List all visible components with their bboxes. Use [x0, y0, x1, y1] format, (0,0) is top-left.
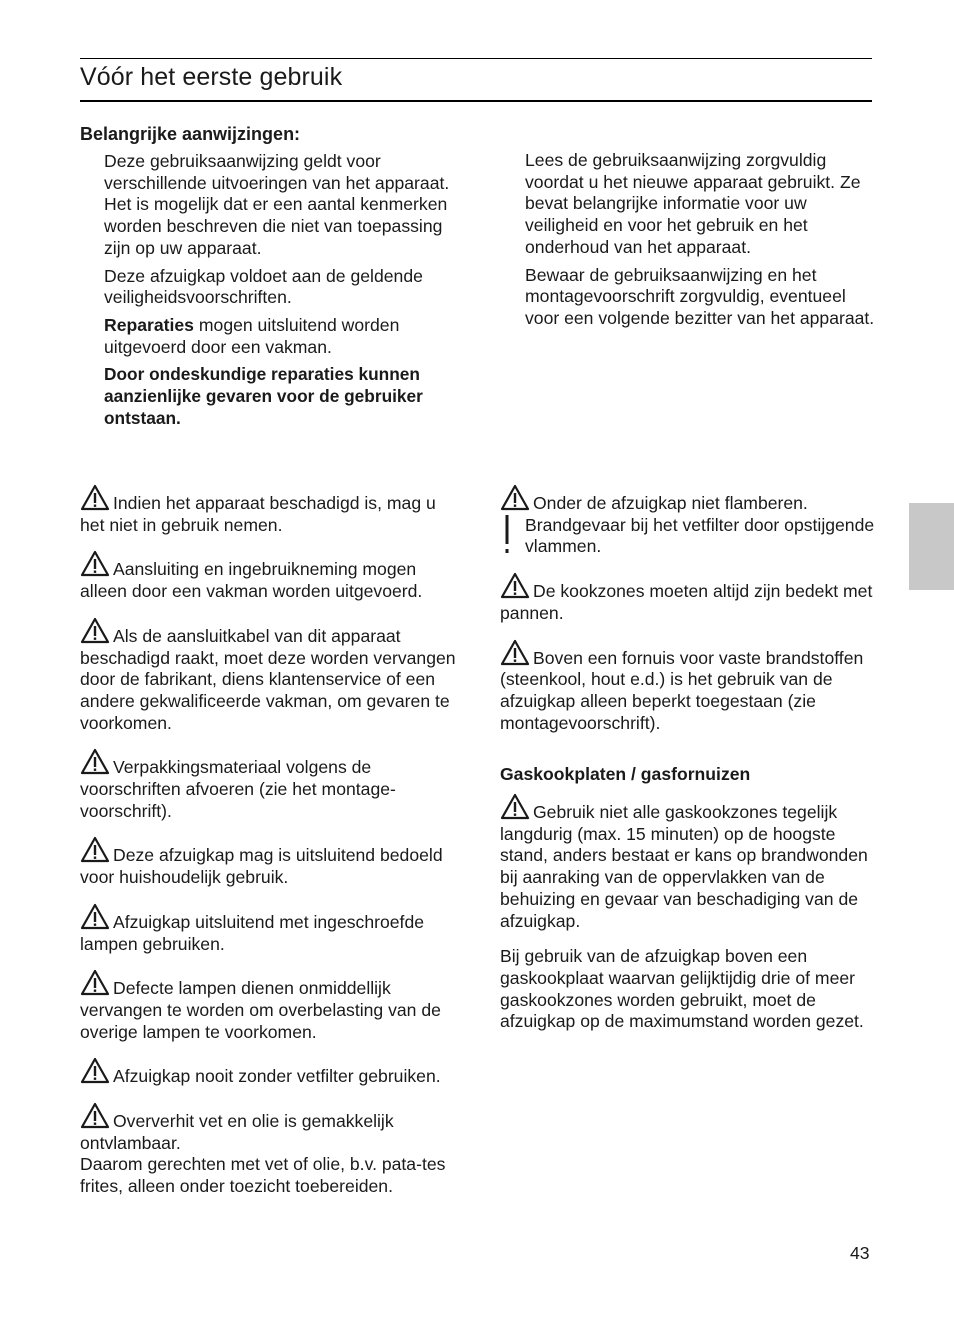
warning-item	[500, 639, 875, 735]
notes-paragraph: Bewaar de gebruiksaanwijzing en het montagevoorschrift zorgvuldig, eventueel voor een volgende bezitter van het apparaat.	[525, 264, 875, 328]
warning-text: De kookzones moeten altijd zijn bedekt met pannen.	[500, 581, 873, 623]
repairs-paragraph	[104, 315, 464, 358]
warning-item	[80, 550, 458, 602]
warning-text: Als de aansluitkabel van dit apparaat beschadigd raakt, moet deze worden vervangen door de fabrikant, diens klantenservice of een andere gekwalificeerde vakman, om gevaren te voorkomen.	[80, 625, 456, 733]
gas-warning	[500, 793, 875, 932]
notes-paragraph: Lees de gebruiksaanwijzing zorgvuldig voordat u het nieuwe apparaat gebruikt. Ze bevat belangrijke informatie voor uw veiligheid en voor het gebruik en het onderhoud van het apparaat.	[525, 150, 861, 257]
notes-paragraph: Deze gebruiksaanwijzing geldt voor verschillende uitvoeringen van het apparaat. Het is mogelijk dat er een aantal kenmerken worden beschreven die niet van toepassing zijn op uw apparaat.	[104, 151, 450, 258]
warning-item	[80, 748, 458, 822]
page-title: Vóór het eerste gebruik	[80, 63, 343, 91]
warning-text: Boven een fornuis voor vaste brandstoffen (steenkool, hout e.d.) is het gebruik van de afzuigkap alleen beperkt toegestaan (zie montagevoorschrift).	[500, 647, 864, 733]
page-number: 43	[850, 1243, 870, 1263]
warning-flambe-continuation: Brandgevaar bij het vetfilter door opstijgende vlammen.	[525, 514, 875, 557]
warning-triangle-icon	[500, 484, 530, 511]
warnings-right	[500, 484, 875, 734]
important-notes-left	[104, 151, 464, 429]
warning-triangle-icon	[80, 1057, 110, 1084]
warning-triangle-icon	[80, 1102, 110, 1129]
chapter-thumb-tab	[909, 503, 954, 590]
warning-item	[500, 572, 875, 624]
warning-item	[80, 1057, 458, 1088]
notes-paragraph: Deze afzuigkap voldoet aan de geldende veiligheidsvoorschriften.	[104, 265, 423, 308]
warning-text: Indien het apparaat beschadigd is, mag u het niet in gebruik nemen.	[80, 493, 436, 535]
warning-item	[80, 836, 458, 888]
gas-paragraph: Bij gebruik van de afzuigkap boven een gaskookplaat waarvan gelijktijdig drie of meer gaskookzones worden gebruikt, moet de afzuigkap op de maximumstand worden gezet.	[500, 946, 864, 1032]
gas-section	[500, 793, 875, 1033]
warning-triangle-icon	[80, 617, 110, 644]
warning-item-flambe	[500, 484, 875, 515]
repairs-text: mogen uitsluitend worden uitgevoerd door een vakman.	[104, 314, 400, 357]
warnings-left	[80, 484, 458, 1198]
warning-text: Verpakkingsmateriaal volgens de voorschriften afvoeren (zie het montage-voorschrift).	[80, 757, 396, 821]
warning-item	[80, 484, 458, 536]
header-rule-bottom	[80, 100, 872, 102]
warning-item	[80, 969, 458, 1043]
header-rule-top	[80, 58, 872, 59]
warning-text: Deze afzuigkap mag is uitsluitend bedoeld voor huishoudelijk gebruik.	[80, 845, 443, 888]
gas-heading: Gaskookplaten / gasfornuizen	[500, 764, 751, 784]
warning-item	[80, 903, 458, 955]
warning-triangle-icon	[80, 550, 110, 577]
warning-triangle-icon	[80, 484, 110, 511]
warning-text: Afzuigkap uitsluitend met ingeschroefde lampen gebruiken.	[80, 911, 425, 954]
warning-text: Defecte lampen dienen onmiddellijk vervangen te worden om overbelasting van de overige lampen te voorkomen.	[80, 978, 441, 1042]
warning-text: Afzuigkap nooit zonder vetfilter gebruiken.	[113, 1066, 441, 1087]
warning-triangle-icon	[500, 572, 530, 599]
warning-text: Aansluiting en ingebruikneming mogen alleen door een vakman worden uitgevoerd.	[80, 559, 423, 602]
warning-text: Gebruik niet alle gaskookzones tegelijk langdurig (max. 15 minuten) op de hoogste stand, anders bestaat er kans op brandwonden bij aanraking van de oppervlakken van de behuizing en gevaar van beschadiging van de afzuigkap.	[500, 802, 868, 931]
warning-triangle-icon	[500, 793, 530, 820]
warning-triangle-icon	[80, 903, 110, 930]
repairs-bold-label: Reparaties	[104, 314, 194, 335]
warning-text: Onder de afzuigkap niet flamberen.	[533, 493, 808, 513]
warning-triangle-icon	[80, 836, 110, 863]
important-notes-right	[525, 150, 875, 330]
important-notes-heading: Belangrijke aanwijzingen:	[80, 124, 301, 144]
warning-text: Oververhit vet en olie is gemakkelijk ontvlambaar.	[80, 1111, 394, 1153]
warning-triangle-icon	[500, 639, 530, 666]
warning-item-oil	[80, 1102, 458, 1154]
warning-item	[80, 617, 458, 735]
danger-notice: Door ondeskundige reparaties kunnen aanzienlijke gevaren voor de gebruiker ontstaan.	[104, 364, 423, 428]
warning-triangle-icon	[80, 969, 110, 996]
warning-oil-continuation: Daarom gerechten met vet of olie, b.v. pata-tes frites, alleen onder toezicht toebereiden.	[80, 1154, 446, 1197]
warning-triangle-icon	[80, 748, 110, 775]
